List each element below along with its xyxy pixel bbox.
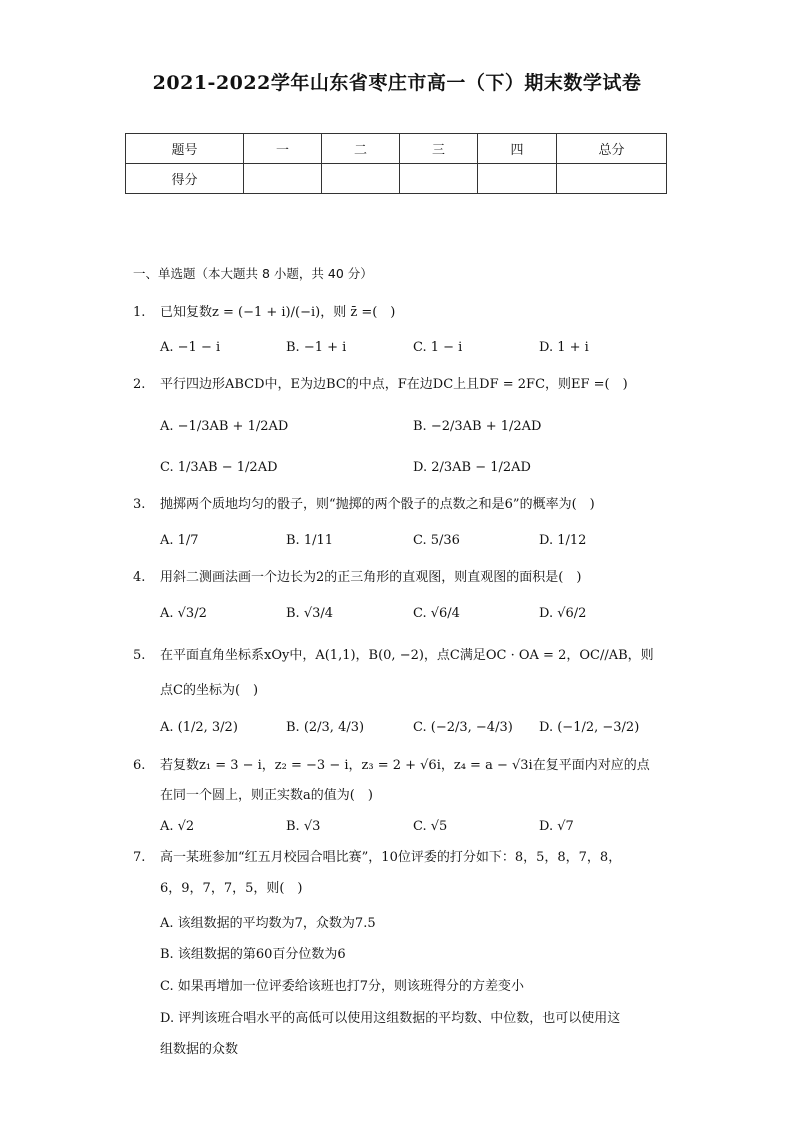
page-title: 2021-2022学年山东省枣庄市高一（下）期末数学试卷: [152, 72, 642, 94]
question-stem-line-2: 点C的坐标为( ): [160, 683, 259, 698]
option-a: A. √2: [160, 819, 195, 834]
score-cell: [322, 164, 400, 194]
question-number: 2.: [133, 377, 146, 392]
score-cell: [244, 164, 322, 194]
section-heading: 一、单选题（本大题共 8 小题，共 40 分）: [133, 266, 373, 281]
question-number: 3.: [133, 497, 146, 512]
option-d-continued: 组数据的众数: [160, 1042, 239, 1057]
question-stem: 已知复数z = (−1 + i)/(−i)，则 z̄ =( ): [160, 305, 396, 320]
score-cell: [478, 164, 557, 194]
question-stem: 平行四边形ABCD中，E为边BC的中点，F在边DC上且DF = 2FC，则EF =( ): [160, 377, 628, 392]
option-b: B. −2/3AB + 1/2AD: [413, 419, 542, 434]
score-table-header-row: [126, 134, 667, 164]
option-d: D. 评判该班合唱水平的高低可以使用这组数据的平均数、中位数，也可以使用这: [160, 1011, 621, 1026]
option-d: D. √7: [539, 819, 574, 834]
option-c: C. 5/36: [413, 533, 460, 548]
header-cell: 二: [322, 134, 400, 164]
option-c: C. √6/4: [413, 606, 460, 621]
option-a: A. (1/2, 3/2): [160, 720, 238, 735]
question-number: 7.: [133, 850, 146, 865]
option-b: B. √3: [286, 819, 321, 834]
option-c: C. 如果再增加一位评委给该班也打7分，则该班得分的方差变小: [160, 979, 525, 994]
option-b: B. 1/11: [286, 533, 334, 548]
question-number: 5.: [133, 648, 146, 663]
header-cell: 三: [400, 134, 478, 164]
question-stem-line-2: 6，9，7，7，5，则( ): [160, 881, 303, 896]
header-cell: 四: [478, 134, 557, 164]
option-d: D. 1/12: [539, 533, 587, 548]
option-d: D. 1 + i: [539, 340, 589, 355]
option-c: C. 1/3AB − 1/2AD: [160, 460, 278, 475]
option-a: A. 1/7: [160, 533, 199, 548]
option-a: A. √3/2: [160, 606, 207, 621]
option-d: D. 2/3AB − 1/2AD: [413, 460, 531, 475]
question-number: 6.: [133, 758, 146, 773]
option-a: A. −1/3AB + 1/2AD: [160, 419, 289, 434]
row-label-cell: 得分: [126, 164, 244, 194]
option-b: B. −1 + i: [286, 340, 347, 355]
question-stem-line-1: 若复数z₁ = 3 − i，z₂ = −3 − i，z₃ = 2 + √6i，z₄ = a − √3i在复平面内对应的点: [160, 758, 650, 773]
header-cell: 总分: [557, 134, 667, 164]
option-a: A. −1 − i: [160, 340, 221, 355]
option-c: C. 1 − i: [413, 340, 463, 355]
option-d: D. √6/2: [539, 606, 587, 621]
option-c: C. √5: [413, 819, 448, 834]
question-stem-line-1: 高一某班参加“红五月校园合唱比赛”，10位评委的打分如下：8，5，8，7，8，: [160, 850, 622, 865]
question-number: 4.: [133, 570, 146, 585]
header-cell: 一: [244, 134, 322, 164]
score-cell: [557, 164, 667, 194]
score-table: [125, 133, 667, 194]
option-b: B. √3/4: [286, 606, 334, 621]
option-a: A. 该组数据的平均数为7，众数为7.5: [160, 916, 376, 931]
question-stem-line-2: 在同一个圆上，则正实数a的值为( ): [160, 788, 373, 803]
question-number: 1.: [133, 305, 146, 320]
option-b: B. 该组数据的第60百分位数为6: [160, 947, 346, 962]
option-c: C. (−2/3, −4/3): [413, 720, 513, 735]
question-stem-line-1: 在平面直角坐标系xOy中，A(1,1)，B(0, −2)，点C满足OC · OA = 2，OC//AB，则: [160, 648, 654, 663]
question-stem: 用斜二测画法画一个边长为2的正三角形的直观图，则直观图的面积是( ): [160, 570, 582, 585]
header-cell: 题号: [126, 134, 244, 164]
option-d: D. (−1/2, −3/2): [539, 720, 640, 735]
question-stem: 抛掷两个质地均匀的骰子，则“抛掷的两个骰子的点数之和是6”的概率为( ): [160, 497, 595, 512]
score-table-score-row: [126, 164, 667, 194]
score-cell: [400, 164, 478, 194]
option-b: B. (2/3, 4/3): [286, 720, 365, 735]
